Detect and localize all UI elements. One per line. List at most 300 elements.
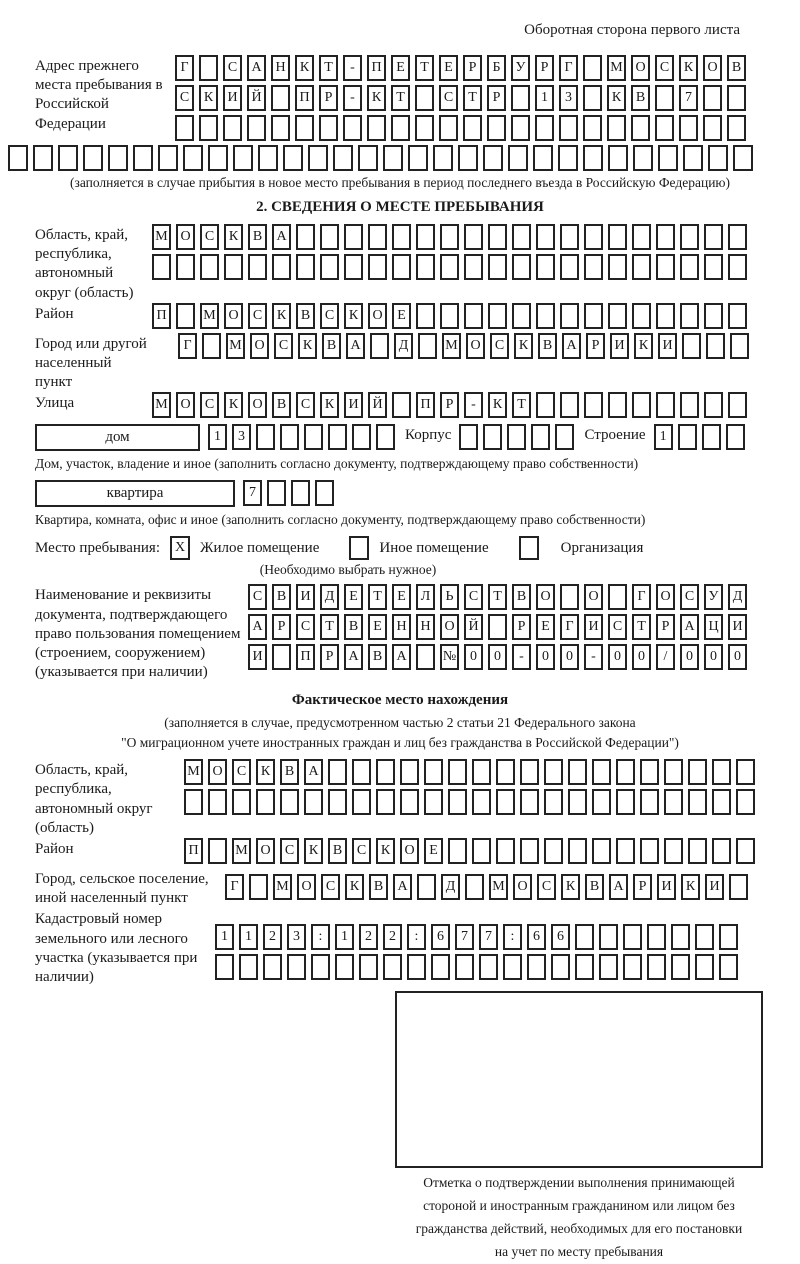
form-cell[interactable]: С [439,85,458,111]
form-cell[interactable]: 7 [243,480,262,506]
form-cell[interactable]: Е [392,303,411,329]
form-cell[interactable]: И [584,614,603,640]
form-cell[interactable] [280,424,299,450]
form-cell[interactable] [727,85,746,111]
form-cell[interactable]: О [208,759,227,785]
form-cell[interactable] [208,145,228,171]
form-cell[interactable] [623,924,642,950]
form-cell[interactable] [656,254,675,280]
form-cell[interactable]: Р [535,55,554,81]
form-cell[interactable]: К [304,838,323,864]
form-cell[interactable]: О [400,838,419,864]
form-cell[interactable]: В [512,584,531,610]
form-cell[interactable] [632,224,651,250]
form-cell[interactable] [647,924,666,950]
form-cell[interactable] [280,789,299,815]
form-cell[interactable] [728,224,747,250]
form-cell[interactable] [551,954,570,980]
form-cell[interactable] [536,303,555,329]
form-cell[interactable]: П [296,644,315,670]
form-cell[interactable] [544,789,563,815]
form-cell[interactable]: А [346,333,365,359]
form-cell[interactable] [599,924,618,950]
form-cell[interactable] [408,145,428,171]
form-cell[interactable] [688,838,707,864]
form-cell[interactable] [679,115,698,141]
form-cell[interactable]: В [328,838,347,864]
form-cell[interactable] [335,954,354,980]
form-cell[interactable]: В [631,85,650,111]
form-cell[interactable] [383,145,403,171]
form-cell[interactable] [496,789,515,815]
form-cell[interactable] [680,224,699,250]
stay-checkbox-residential[interactable]: X [170,536,190,560]
form-cell[interactable]: К [256,759,275,785]
form-cell[interactable]: С [321,874,340,900]
form-cell[interactable] [271,85,290,111]
form-cell[interactable] [536,224,555,250]
form-cell[interactable]: 1 [335,924,354,950]
form-cell[interactable] [319,115,338,141]
form-cell[interactable] [503,954,522,980]
form-cell[interactable] [607,115,626,141]
form-cell[interactable]: С [608,614,627,640]
form-cell[interactable] [695,924,714,950]
form-cell[interactable] [464,254,483,280]
form-cell[interactable] [272,644,291,670]
form-cell[interactable] [520,838,539,864]
form-cell[interactable]: Т [463,85,482,111]
form-cell[interactable]: К [607,85,626,111]
form-cell[interactable] [664,759,683,785]
form-cell[interactable]: 0 [632,644,651,670]
form-cell[interactable]: Й [368,392,387,418]
form-cell[interactable] [533,145,553,171]
stay-checkbox-other[interactable] [349,536,369,560]
form-cell[interactable] [664,789,683,815]
form-cell[interactable]: Е [368,614,387,640]
form-cell[interactable]: К [298,333,317,359]
form-cell[interactable] [560,224,579,250]
form-cell[interactable] [352,789,371,815]
form-cell[interactable] [512,303,531,329]
form-cell[interactable]: В [538,333,557,359]
form-cell[interactable]: Г [632,584,651,610]
form-cell[interactable] [496,838,515,864]
form-cell[interactable] [719,954,738,980]
form-cell[interactable]: С [320,303,339,329]
form-cell[interactable] [704,392,723,418]
form-cell[interactable] [108,145,128,171]
form-cell[interactable] [592,838,611,864]
form-cell[interactable] [440,224,459,250]
form-cell[interactable] [623,954,642,980]
form-cell[interactable]: О [466,333,485,359]
form-cell[interactable]: И [610,333,629,359]
form-cell[interactable] [464,224,483,250]
form-cell[interactable]: О [250,333,269,359]
form-cell[interactable] [658,145,678,171]
form-cell[interactable] [608,254,627,280]
form-cell[interactable]: Д [728,584,747,610]
form-cell[interactable]: А [393,874,412,900]
form-cell[interactable] [328,424,347,450]
form-cell[interactable] [671,954,690,980]
form-cell[interactable] [271,115,290,141]
form-cell[interactable] [202,333,221,359]
form-cell[interactable] [584,303,603,329]
form-cell[interactable]: К [320,392,339,418]
form-cell[interactable]: А [247,55,266,81]
form-cell[interactable] [688,759,707,785]
form-cell[interactable]: К [295,55,314,81]
form-cell[interactable]: А [304,759,323,785]
form-cell[interactable] [439,115,458,141]
form-cell[interactable]: Е [391,55,410,81]
form-cell[interactable] [560,303,579,329]
form-cell[interactable] [608,145,628,171]
form-cell[interactable] [688,789,707,815]
form-cell[interactable]: Й [247,85,266,111]
form-cell[interactable] [247,115,266,141]
form-cell[interactable] [640,789,659,815]
form-cell[interactable] [727,115,746,141]
form-cell[interactable] [599,954,618,980]
form-cell[interactable]: И [248,644,267,670]
form-cell[interactable]: Е [536,614,555,640]
form-cell[interactable]: 0 [680,644,699,670]
form-cell[interactable] [133,145,153,171]
form-cell[interactable] [328,759,347,785]
form-cell[interactable] [728,392,747,418]
form-cell[interactable] [249,874,268,900]
form-cell[interactable] [544,838,563,864]
form-cell[interactable]: Й [464,614,483,640]
form-cell[interactable]: 7 [679,85,698,111]
form-cell[interactable] [176,303,195,329]
form-cell[interactable] [487,115,506,141]
form-cell[interactable] [258,145,278,171]
form-cell[interactable]: П [295,85,314,111]
form-cell[interactable] [368,224,387,250]
form-cell[interactable] [352,424,371,450]
form-cell[interactable] [678,424,697,450]
form-cell[interactable]: С [464,584,483,610]
form-cell[interactable] [704,254,723,280]
form-cell[interactable] [199,55,218,81]
form-cell[interactable]: 1 [208,424,227,450]
form-cell[interactable]: Т [632,614,651,640]
form-cell[interactable]: Д [441,874,460,900]
form-cell[interactable]: В [272,584,291,610]
form-cell[interactable] [417,874,436,900]
form-cell[interactable] [463,115,482,141]
form-cell[interactable]: № [440,644,459,670]
form-cell[interactable] [287,954,306,980]
form-cell[interactable]: 6 [551,924,570,950]
form-cell[interactable]: 2 [359,924,378,950]
form-cell[interactable] [392,224,411,250]
form-cell[interactable] [508,145,528,171]
form-cell[interactable] [559,115,578,141]
form-cell[interactable]: - [343,85,362,111]
form-cell[interactable] [352,759,371,785]
form-cell[interactable] [368,254,387,280]
form-cell[interactable] [431,954,450,980]
form-cell[interactable]: 1 [535,85,554,111]
form-cell[interactable]: А [344,644,363,670]
form-cell[interactable] [320,254,339,280]
form-cell[interactable]: Т [391,85,410,111]
form-cell[interactable] [632,254,651,280]
form-cell[interactable] [83,145,103,171]
form-cell[interactable]: А [272,224,291,250]
form-cell[interactable] [239,954,258,980]
form-cell[interactable]: И [728,614,747,640]
form-cell[interactable] [558,145,578,171]
form-cell[interactable] [416,644,435,670]
form-cell[interactable] [424,759,443,785]
form-cell[interactable]: Е [392,584,411,610]
form-cell[interactable] [296,254,315,280]
form-cell[interactable] [158,145,178,171]
form-cell[interactable] [496,759,515,785]
form-cell[interactable]: И [344,392,363,418]
form-cell[interactable] [224,254,243,280]
form-cell[interactable]: С [175,85,194,111]
form-cell[interactable]: С [274,333,293,359]
form-cell[interactable]: 3 [232,424,251,450]
form-cell[interactable]: - [584,644,603,670]
form-cell[interactable] [416,254,435,280]
form-cell[interactable]: А [248,614,267,640]
form-cell[interactable] [343,115,362,141]
form-cell[interactable] [483,145,503,171]
form-cell[interactable] [400,759,419,785]
form-cell[interactable]: С [490,333,509,359]
form-cell[interactable] [568,838,587,864]
form-cell[interactable] [682,333,701,359]
form-cell[interactable]: : [407,924,426,950]
form-cell[interactable] [359,954,378,980]
form-cell[interactable] [592,789,611,815]
form-cell[interactable] [8,145,28,171]
form-cell[interactable] [320,224,339,250]
form-cell[interactable]: А [562,333,581,359]
form-cell[interactable]: Г [175,55,194,81]
form-cell[interactable]: У [511,55,530,81]
form-cell[interactable] [655,115,674,141]
form-cell[interactable] [520,789,539,815]
form-cell[interactable] [459,424,478,450]
form-cell[interactable] [511,85,530,111]
form-cell[interactable] [647,954,666,980]
form-cell[interactable] [333,145,353,171]
form-cell[interactable]: К [514,333,533,359]
form-cell[interactable]: А [680,614,699,640]
form-cell[interactable]: Н [392,614,411,640]
form-cell[interactable] [215,954,234,980]
form-cell[interactable] [640,759,659,785]
form-cell[interactable]: Т [415,55,434,81]
form-cell[interactable] [256,789,275,815]
form-cell[interactable]: Р [463,55,482,81]
form-cell[interactable] [616,789,635,815]
form-cell[interactable]: С [296,614,315,640]
form-cell[interactable]: Г [225,874,244,900]
form-cell[interactable] [583,55,602,81]
form-cell[interactable]: О [176,224,195,250]
form-cell[interactable] [472,789,491,815]
form-cell[interactable]: Ц [704,614,723,640]
form-cell[interactable] [392,392,411,418]
form-cell[interactable]: О [224,303,243,329]
stay-checkbox-organization[interactable] [519,536,539,560]
form-cell[interactable]: Г [178,333,197,359]
form-cell[interactable] [568,789,587,815]
form-cell[interactable]: М [226,333,245,359]
form-cell[interactable]: К [367,85,386,111]
form-cell[interactable] [448,789,467,815]
form-cell[interactable] [415,115,434,141]
form-cell[interactable] [267,480,286,506]
form-cell[interactable]: С [655,55,674,81]
form-cell[interactable]: И [657,874,676,900]
form-cell[interactable]: М [152,224,171,250]
form-cell[interactable] [531,424,550,450]
form-cell[interactable] [729,874,748,900]
form-cell[interactable] [736,759,755,785]
form-cell[interactable]: 0 [704,644,723,670]
form-cell[interactable] [704,303,723,329]
form-cell[interactable]: С [280,838,299,864]
form-cell[interactable]: 6 [431,924,450,950]
form-cell[interactable]: О [297,874,316,900]
form-cell[interactable]: : [311,924,330,950]
form-cell[interactable] [448,759,467,785]
form-cell[interactable]: С [352,838,371,864]
form-cell[interactable]: К [681,874,700,900]
form-cell[interactable]: В [344,614,363,640]
form-cell[interactable]: К [634,333,653,359]
form-cell[interactable] [416,224,435,250]
form-cell[interactable]: К [488,392,507,418]
form-cell[interactable]: П [416,392,435,418]
form-cell[interactable] [632,303,651,329]
form-cell[interactable]: О [536,584,555,610]
form-cell[interactable]: 7 [455,924,474,950]
form-cell[interactable] [560,254,579,280]
form-cell[interactable]: Р [272,614,291,640]
form-cell[interactable] [33,145,53,171]
form-cell[interactable] [575,954,594,980]
form-cell[interactable] [736,789,755,815]
form-cell[interactable]: - [464,392,483,418]
form-cell[interactable] [584,224,603,250]
form-cell[interactable] [728,254,747,280]
form-cell[interactable]: К [224,392,243,418]
form-cell[interactable] [308,145,328,171]
form-cell[interactable]: В [280,759,299,785]
form-cell[interactable] [200,254,219,280]
form-cell[interactable] [376,424,395,450]
form-cell[interactable]: И [658,333,677,359]
form-cell[interactable] [560,584,579,610]
form-cell[interactable]: : [503,924,522,950]
form-cell[interactable] [703,115,722,141]
form-cell[interactable] [344,224,363,250]
form-cell[interactable]: И [223,85,242,111]
form-cell[interactable]: Е [439,55,458,81]
form-cell[interactable] [726,424,745,450]
form-cell[interactable]: 3 [559,85,578,111]
form-cell[interactable]: С [296,392,315,418]
form-cell[interactable] [458,145,478,171]
form-cell[interactable] [488,303,507,329]
form-cell[interactable] [465,874,484,900]
form-cell[interactable] [702,424,721,450]
form-cell[interactable] [608,303,627,329]
form-cell[interactable] [703,85,722,111]
form-cell[interactable]: М [273,874,292,900]
form-cell[interactable] [407,954,426,980]
form-cell[interactable]: Ь [440,584,459,610]
form-cell[interactable] [560,392,579,418]
form-cell[interactable] [583,115,602,141]
form-cell[interactable]: И [705,874,724,900]
form-cell[interactable] [283,145,303,171]
form-cell[interactable]: - [343,55,362,81]
form-cell[interactable] [208,789,227,815]
form-cell[interactable] [208,838,227,864]
form-cell[interactable]: К [199,85,218,111]
form-cell[interactable] [633,145,653,171]
form-cell[interactable] [631,115,650,141]
form-cell[interactable]: 1 [215,924,234,950]
form-cell[interactable] [233,145,253,171]
form-cell[interactable]: М [442,333,461,359]
form-cell[interactable]: С [232,759,251,785]
form-cell[interactable] [736,838,755,864]
form-cell[interactable] [376,759,395,785]
form-cell[interactable] [535,115,554,141]
form-cell[interactable]: К [561,874,580,900]
form-cell[interactable] [272,254,291,280]
form-cell[interactable] [584,392,603,418]
form-cell[interactable] [708,145,728,171]
form-cell[interactable] [296,224,315,250]
form-cell[interactable] [315,480,334,506]
form-cell[interactable]: 6 [527,924,546,950]
form-cell[interactable]: Р [633,874,652,900]
form-cell[interactable] [568,759,587,785]
form-cell[interactable]: С [200,392,219,418]
form-cell[interactable] [175,115,194,141]
form-cell[interactable] [616,759,635,785]
form-cell[interactable] [263,954,282,980]
form-cell[interactable] [730,333,749,359]
form-cell[interactable] [608,392,627,418]
form-cell[interactable]: В [369,874,388,900]
form-cell[interactable]: 1 [654,424,673,450]
form-cell[interactable] [608,584,627,610]
form-cell[interactable]: С [537,874,556,900]
form-cell[interactable]: Д [394,333,413,359]
form-cell[interactable] [671,924,690,950]
form-cell[interactable]: Т [512,392,531,418]
form-cell[interactable] [706,333,725,359]
form-cell[interactable] [527,954,546,980]
